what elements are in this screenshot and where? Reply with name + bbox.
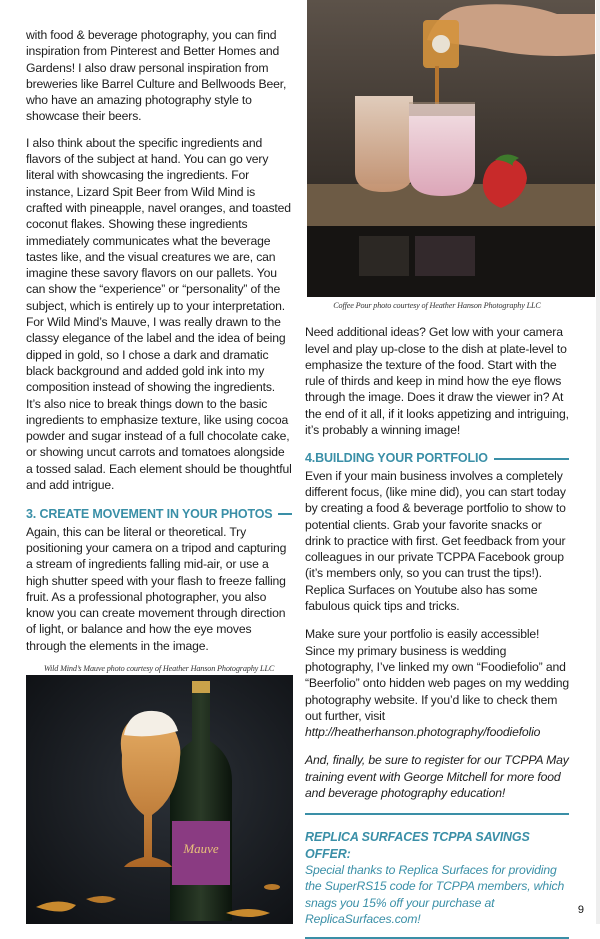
page-edge <box>596 0 600 924</box>
heading-rule <box>278 513 292 515</box>
coffee-photo-caption: Coffee Pour photo courtesy of Heather Hanson Photography LLC <box>333 301 541 310</box>
heading-rule <box>494 458 569 460</box>
right-column <box>305 298 569 939</box>
svg-text:Mauve: Mauve <box>183 841 219 856</box>
coffee-pour-photo <box>307 0 595 297</box>
mauve-photo-caption: Wild Mind’s Mauve photo courtesy of Heather Hanson Photography LLC <box>43 663 275 673</box>
offer-body: Special thanks to Replica Surfaces for providing the SuperRS15 code for TCPPA members, which snags you 15% off your purchase at ReplicaSurfaces.com! <box>305 862 565 926</box>
left-column <box>26 0 292 681</box>
offer-title: REPLICA SURFACES TCPPA SAVINGS OFFER: <box>305 830 530 861</box>
right-paragraph-4: And, finally, be sure to register for our TCPPA May training event with George Mitchell for more food and beverage photography education! <box>305 753 569 801</box>
left-paragraph-3: Again, this can be literal or theoretical. Try positioning your camera on a tripod and capturing a stream of ingredients falling mid-air, or use a high shutter speed with your flash to freeze falling fruit. As a professional photographer, you also know you can create movement through direction of light, or balance and how the eye moves through the elements in the image. <box>26 524 287 653</box>
glass-right <box>409 104 475 196</box>
page-number: 9 <box>577 904 584 916</box>
left-paragraph-1: with food & beverage photography, you can find inspiration from Pinterest and Better Homes and Gardens! I also draw personal inspiration from breweries like Barrel Culture and Bellwoods Beer, who have an amazing photography style to showcase their beers. <box>26 28 287 124</box>
mauve-photo <box>26 675 293 924</box>
glass-left <box>355 96 413 192</box>
portfolio-text: Make sure your portfolio is easily accessible! Since my primary business is wedding photography, I’ve linked my own “Foodiefolio” and “Beerfolio” onto hidden web pages on my wedding photography website. If you’d like to check them out further, visit <box>305 627 569 723</box>
section-3-title: 3. CREATE MOVEMENT IN YOUR PHOTOS <box>26 507 273 522</box>
right-paragraph-1: Need additional ideas? Get low with your camera level and play up-close to the dish at plate-level to emphasize the texture of the food. Start with the rule of thirds and keep in mind how the eye flows through the image. Does it draw the viewer in? At the end of it all, if it looks appetizing and intriguing, it’s probably a winning image! <box>305 325 569 438</box>
section-4-title: 4.BUILDING YOUR PORTFOLIO <box>305 451 488 466</box>
left-paragraph-2: I also think about the specific ingredients and flavors of the subject at hand. You can go very literal with showcasing the ingredients. For instance, Lizard Spit Beer from Wild Mind is crafted with pineapple, navel oranges, and toasted coconut flakes. Showing these ingredients immediately communicates what the beverage tastes like, and the visual creatures we are, can imagine these savory flavors on our pallets. You can show the “experience” or “personality” of the subject, which is entirely up to your interpretation. For Wild Mind’s Mauve, I was really drawn to the classy elegance of the label and the idea of being dipped in gold, so I chose a dark and dramatic black background and added gold ink into my composition instead of showing the ingredients. It’s also nice to break things down to the basic ingredients to emphasize texture, like using cocoa powder and sugar instead of a full chocolate cake, or showing uncut carrots and tomatoes alongside a tossed salad. Each element should be thoughtful and add intrigue. <box>26 135 292 493</box>
right-paragraph-2: Even if your main business involves a completely different focus, (like mine did), you can start today by creating a food & beverage portfolio to show to potential clients. Grab your favorite snacks or drink to practice with first. Get feedback from your colleagues in our private TCPPA Facebook group (it’s members only, so you can trust the tips!). Replica Surfaces on Youtube also has some fabulous quick tips and tricks. <box>305 468 566 614</box>
portfolio-link[interactable]: http://heatherhanson.photography/foodiefolio <box>305 725 541 740</box>
section-3-heading <box>26 506 292 522</box>
section-4-heading <box>305 450 569 466</box>
offer-top-rule <box>305 813 569 815</box>
right-paragraph-3 <box>305 626 569 740</box>
